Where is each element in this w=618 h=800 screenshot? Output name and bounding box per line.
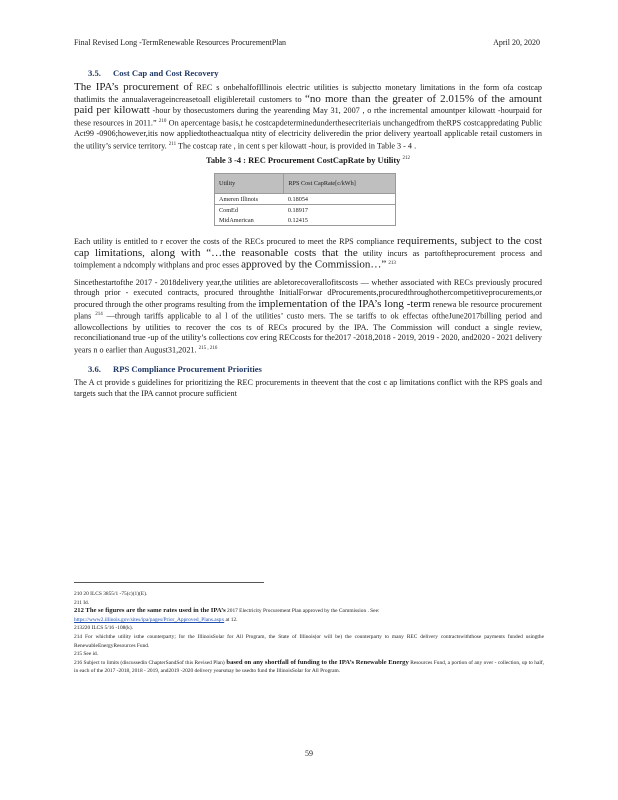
paragraph-rps-priorities xyxy=(74,378,542,399)
footnote-211: 211 Id. xyxy=(74,599,90,606)
text-run: The IPA’s procurement of xyxy=(74,81,193,93)
footnote-text: Resources Fund, a portion of any over - collection, up to half, in each of the 2017 -2018, 2018 - 2019, and2019 -2020 delivery yearsmay be usedto fund the IllinoisSolar for All Program. xyxy=(74,659,545,675)
section-heading-cost-cap xyxy=(88,68,542,78)
section-number: 3.5. xyxy=(88,68,101,78)
page-body xyxy=(74,68,542,399)
page-number: 59 xyxy=(305,749,313,758)
footnote-ref[interactable]: 210 xyxy=(158,118,167,124)
footnote-tail: at 12. xyxy=(224,616,238,623)
footnote-214: 214 For whichthe utility isthe counterparty; for the IllinoisSolar for All Program, the State of Illinois(or will be) the counterparty to many REC delivery contractswiththose payments funded usingthe RenewableEnergyResources Fund. xyxy=(74,633,544,649)
table-row xyxy=(215,205,396,216)
footnote-emphasis: based on any shortfall of funding to the IPA’s Renewable Energy xyxy=(224,658,409,666)
footnote-text: 2017 Electricity Procurement Plan approved by the Commission . See: xyxy=(225,608,380,615)
table-row xyxy=(215,194,396,205)
column-header-rate: RPS Cost CapRate[c/kWh] xyxy=(284,174,396,194)
cell-utility: Ameren Illinois xyxy=(215,194,284,205)
cell-rate: 0.18054 xyxy=(284,194,396,205)
cell-rate: 0.18917 xyxy=(284,205,396,216)
section-title: Cost Cap and Cost Recovery xyxy=(113,68,219,78)
text-run: —through tariffs applicable to al l of the utilities’ custo mers. The se tariffs to ok effectas oftheJune2017billing period and allowcollections by utilities to recover the cos ts of RECs procured by the IPA. The Commission will conduct a single review, reconciliationand true -up of the utility’s collections cov xyxy=(74,312,543,343)
footnote-ref[interactable]: 211 xyxy=(168,141,177,147)
footnote-216 xyxy=(74,659,544,676)
text-run: On apercentage basis,t he costcapdeterminedunderthesecriteriais unchangedfrom theRPS costcappredating Public Act99 -0906;however,itis now appliedtotheactualqua ntity of electricity deliveredin the prior delivery yeartoall applicable retail customers in the utility’s service territory. xyxy=(74,118,543,151)
text-run: -hour by thosecustomers during the yearending May 31, 2007 , o rthe incremental amountper kilowatt -hourpaid for these resources in 2011.” xyxy=(74,106,542,128)
text-run: Each utility is entitled to r ecover the costs of the RECs procured to meet the RPS compliance xyxy=(74,237,395,247)
footnote-210: 210 20 ILCS 3855/1 -75(c)(1)(E). xyxy=(74,591,148,597)
footnote-lead: 212 The se figures are the same rates used in the IPA’s xyxy=(74,607,226,615)
text-run: renewa ble resource procurement plans xyxy=(74,299,543,322)
footnote-ref[interactable]: 215 , 216 xyxy=(198,345,218,351)
text-run: ering RECcosts for the2017 -2018,2018 - 2019, 2019 - 2020, and2020 - 2021 delivery years n o earlier than August31,2021. xyxy=(74,333,542,355)
text-run-quote: “no more than the greater of 2.015% of the amount paid per kilowatt xyxy=(74,92,542,117)
header-document-title: Final Revised Long -TermRenewable Resources ProcurementPlan xyxy=(74,38,287,47)
table-header-row xyxy=(215,174,396,194)
footnote-213: 213220 ILCS 5/16 -108(k). xyxy=(74,625,133,632)
text-run: requirements, subject to the cost cap limitations, along with “…the reasonable costs that the xyxy=(74,235,543,259)
column-header-utility: Utility xyxy=(215,174,284,194)
section-heading-rps-priorities xyxy=(88,364,542,374)
footnote-215: 215 See id. xyxy=(74,651,99,658)
text-run: REC s onbehalfofIllinois electric utilities is subjectto monetary limitations in the form ofa costcap thatlimits the annualaverageincreasetoall eligibleretail customers to xyxy=(74,83,542,104)
text-run: The A ct provide s guidelines for prioritizing the REC procurements in theevent that the cost c ap limitations conflict with the RPS goals and targets such that the IPA cannot procure sufficient xyxy=(74,378,542,398)
footnote-ref[interactable]: 214 xyxy=(95,312,103,318)
section-title: RPS Compliance Procurement Priorities xyxy=(113,364,262,375)
text-run: Sincethestartofthe 2017 - 2018delivery year,the utilities are abletorecoverallofitscosts — whether associated with RECs previously procured through prior - executed contracts, procured throughthe InitialForwar dProcurements,procuredthroughothercompetitiveprocurements,or procured through the other programs resulting from the xyxy=(74,277,542,309)
footnotes xyxy=(74,590,544,676)
text-run: approved by the Commission…” xyxy=(241,258,387,271)
header-date: April 20, 2020 xyxy=(493,38,540,47)
footnote-ref[interactable]: 212 xyxy=(402,156,410,162)
section-number: 3.6. xyxy=(88,364,101,375)
table-row xyxy=(215,215,396,226)
footnote-lead: 216 Subject to limits (discussedin ChapterSandSof this Revised Plan) xyxy=(74,659,225,666)
text-run: The costcap rate , in cent s per kilowatt -hour, is provided in Table 3 - 4 . xyxy=(177,141,417,151)
table-caption-text: Table 3 -4 : REC Procurement CostCapRate by Utility xyxy=(206,156,401,166)
paragraph-cost-recovery xyxy=(74,236,542,272)
table-caption xyxy=(74,156,542,165)
footnote-212 xyxy=(74,607,544,624)
rec-cost-cap-table xyxy=(214,173,396,226)
paragraph-delivery-years xyxy=(74,278,542,357)
paragraph-cost-cap xyxy=(74,82,542,152)
cell-rate: 0.12415 xyxy=(284,215,396,226)
spacer xyxy=(74,356,542,364)
footnote-separator xyxy=(74,582,264,583)
text-run: utility incurs as partoftheprocurement process and toimplement a ndcomply withplans and proc esses xyxy=(74,248,542,270)
text-run: implementation of the IPA’s long -term xyxy=(258,297,431,310)
cell-utility: MidAmerican xyxy=(215,215,284,226)
footnote-ref[interactable]: 213 xyxy=(388,261,396,267)
prior-approved-plans-link[interactable]: https://www2.illinois.gov/sites/ipa/pages/Prior_Approved_Plans.aspx xyxy=(74,616,225,623)
cell-utility: ComEd xyxy=(215,205,284,216)
running-header xyxy=(74,38,540,47)
